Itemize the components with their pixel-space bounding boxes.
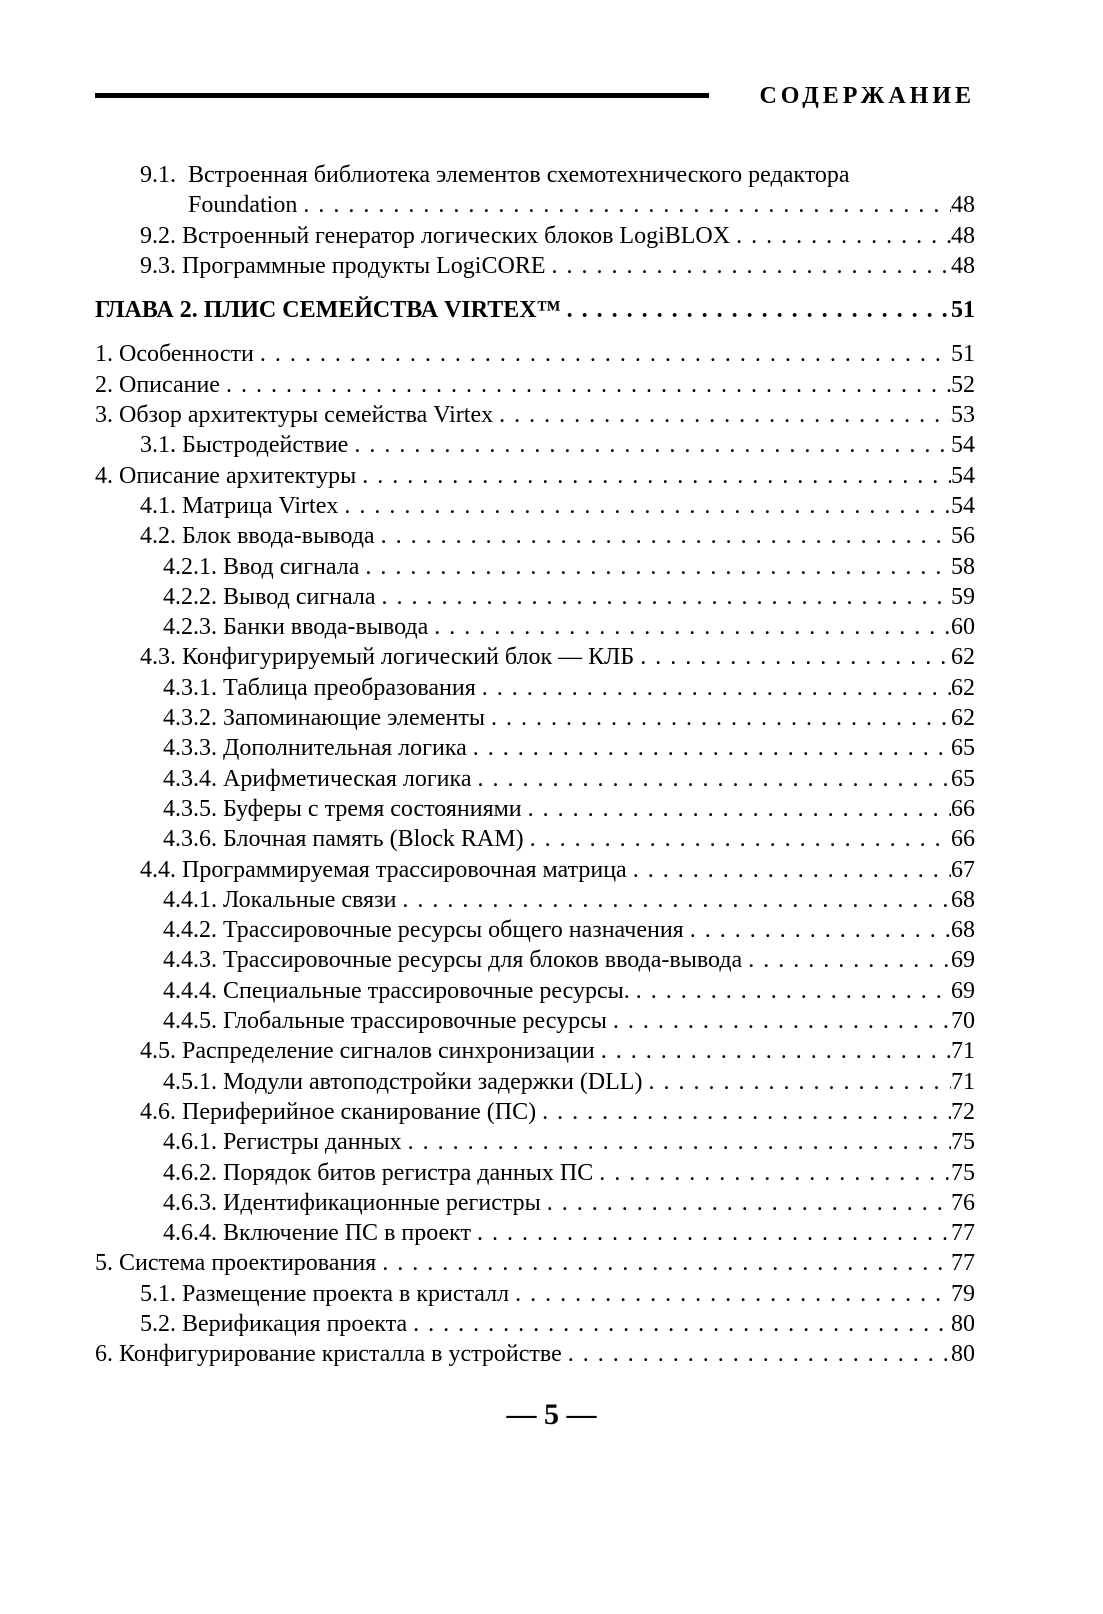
toc-entry-label: 4.2. Блок ввода-вывода [140, 523, 375, 550]
toc-entry-page: 68 [951, 886, 975, 913]
toc-entry[interactable] [95, 642, 975, 672]
toc-entry-page: 72 [951, 1098, 975, 1125]
leader-dots [482, 673, 951, 703]
leader-dots [599, 1158, 951, 1188]
leader-dots [473, 733, 951, 763]
toc-entry[interactable] [95, 430, 975, 460]
toc-entry-page: 54 [951, 492, 975, 519]
toc-entry-page: 53 [951, 402, 975, 429]
toc-entry[interactable] [95, 794, 975, 824]
toc-entry[interactable] [95, 221, 975, 251]
toc-entry-label: 4.3.5. Буферы с тремя состояниями [163, 795, 522, 822]
toc-entry[interactable] [95, 945, 975, 975]
toc-entry-label: 4.3. Конфигурируемый логический блок — КЛБ [140, 644, 635, 671]
toc-entry[interactable] [95, 160, 975, 221]
toc-entry[interactable] [95, 703, 975, 733]
page-number: — 5 — [506, 1398, 597, 1431]
toc-entry-page: 58 [951, 553, 975, 580]
toc-entry-label: 4.4. Программируемая трассировочная матрица [140, 856, 627, 883]
toc-entry[interactable] [95, 764, 975, 794]
leader-dots [690, 915, 951, 945]
leader-dots [547, 1188, 951, 1218]
toc-entry-page: 51 [951, 341, 975, 368]
toc-entry[interactable] [95, 1127, 975, 1157]
toc-entry-label: 4. Описание архитектуры [95, 462, 357, 489]
toc-entry-label: 4.6.3. Идентификационные регистры [163, 1189, 541, 1216]
leader-dots [491, 703, 951, 733]
toc-entry-label: 4.1. Матрица Virtex [140, 492, 339, 519]
toc-entry[interactable] [95, 1188, 975, 1218]
toc-entry-label: 4.5.1. Модули автоподстройки задержки (DLL) [163, 1068, 643, 1095]
toc-entry-page: 77 [951, 1220, 975, 1247]
header-title: СОДЕРЖАНИЕ [759, 83, 975, 109]
toc-entry-label: 4.4.2. Трассировочные ресурсы общего назначения [163, 917, 684, 944]
toc-entry[interactable] [95, 915, 975, 945]
leader-dots [568, 1339, 951, 1369]
toc-entry-label: 3.1. Быстродействие [140, 432, 349, 459]
toc-entry[interactable] [95, 1158, 975, 1188]
leader-dots [434, 612, 951, 642]
toc-entry-label: 1. Особенности [95, 341, 254, 368]
toc-entry[interactable] [95, 1279, 975, 1309]
toc-entry[interactable] [95, 370, 975, 400]
toc-entry-page: 77 [951, 1250, 975, 1277]
toc-entry-page: 75 [951, 1129, 975, 1156]
toc-entry-label: 5.2. Верификация проекта [140, 1310, 408, 1337]
toc-entry-page: 60 [951, 614, 975, 641]
toc-entry-label: 6. Конфигурирование кристалла в устройстве [95, 1341, 562, 1368]
toc-entry-page: 65 [951, 765, 975, 792]
leader-dots [528, 794, 951, 824]
toc-entry-page: 66 [951, 795, 975, 822]
toc-entry-label: 3. Обзор архитектуры семейства Virtex [95, 402, 494, 429]
toc-entry-page: 80 [951, 1310, 975, 1337]
leader-dots [365, 552, 951, 582]
toc-entry-label: 4.4.3. Трассировочные ресурсы для блоков ввода-вывода [163, 947, 743, 974]
leader-dots [402, 885, 951, 915]
toc-entry-page: 67 [951, 856, 975, 883]
toc-entry[interactable] [95, 976, 975, 1006]
toc-entry-label: 4.4.4. Специальные трассировочные ресурсы. [163, 977, 630, 1004]
toc-entry-page: 76 [951, 1189, 975, 1216]
leader-dots [413, 1309, 951, 1339]
toc-entry-page: 54 [951, 432, 975, 459]
toc-entry-page: 65 [951, 735, 975, 762]
toc-entry[interactable] [95, 1218, 975, 1248]
leader-dots [260, 339, 951, 369]
toc-entry-page: 79 [951, 1280, 975, 1307]
toc-entry[interactable] [95, 824, 975, 854]
toc-entry[interactable] [95, 552, 975, 582]
toc-entry-label: 4.3.2. Запоминающие элементы [163, 705, 485, 732]
toc-entry-page: 69 [951, 947, 975, 974]
leader-dots [354, 430, 951, 460]
toc-entry-label: 4.6.2. Порядок битов регистра данных ПС [163, 1159, 594, 1186]
toc-entry-label: 4.4.1. Локальные связи [163, 886, 397, 913]
leader-dots [613, 1006, 951, 1036]
toc-entry[interactable] [95, 521, 975, 551]
leader-dots [362, 461, 951, 491]
leader-dots [648, 1067, 951, 1097]
chapter-title: ГЛАВА 2. ПЛИС СЕМЕЙСТВА VIRTEX™ [95, 297, 561, 324]
leader-dots [542, 1097, 951, 1127]
toc-entry-label: 5. Система проектирования [95, 1250, 377, 1277]
leader-dots [408, 1127, 951, 1157]
toc-entry-label: 5.1. Размещение проекта в кристалл [140, 1280, 510, 1307]
toc-entry-label: 4.6.1. Регистры данных [163, 1129, 402, 1156]
toc-entry-page: 54 [951, 462, 975, 489]
leader-dots [736, 221, 951, 251]
leader-dots [382, 1248, 951, 1278]
toc-entries [95, 339, 975, 1369]
toc-entry[interactable] [95, 1339, 975, 1369]
toc-entry-page: 71 [951, 1068, 975, 1095]
leader-dots [636, 976, 951, 1006]
toc-entry-page: 51 [951, 297, 975, 324]
toc-entry[interactable] [95, 400, 975, 430]
toc-entry-label: 4.5. Распределение сигналов синхронизации [140, 1038, 595, 1065]
toc-entry-label: 4.3.6. Блочная память (Block RAM) [163, 826, 524, 853]
leader-dots [551, 251, 951, 281]
toc-entry[interactable] [95, 491, 975, 521]
toc-entry-label: 9.3. Программные продукты LogiCORE [140, 252, 546, 279]
toc-entry[interactable] [95, 339, 975, 369]
toc-entry[interactable] [95, 1097, 975, 1127]
toc-entry-page: 62 [951, 644, 975, 671]
toc-entry[interactable] [95, 1309, 975, 1339]
toc-entry-page: 70 [951, 1008, 975, 1035]
toc-entry-page: 68 [951, 917, 975, 944]
toc-entry-label: 4.3.4. Арифметическая логика [163, 765, 472, 792]
toc-entry-page: 52 [951, 371, 975, 398]
toc-entry-page: 48 [951, 192, 975, 219]
leader-dots [226, 370, 951, 400]
toc-entry[interactable] [95, 612, 975, 642]
leader-dots [530, 824, 951, 854]
toc-entry-page: 56 [951, 523, 975, 550]
toc-entry-page: 71 [951, 1038, 975, 1065]
toc-entry-page: 69 [951, 977, 975, 1004]
toc-entry[interactable] [95, 673, 975, 703]
leader-dots [640, 642, 951, 672]
toc-entry-number: 9.1. [140, 162, 176, 188]
toc-entry-page: 80 [951, 1341, 975, 1368]
toc-entry-label: 4.2.1. Ввод сигнала [163, 553, 360, 580]
toc-entry[interactable] [95, 855, 975, 885]
toc-entry-label-cont: Foundation [188, 192, 298, 219]
toc-entry[interactable] [95, 1067, 975, 1097]
toc-entry-label: 4.6. Периферийное сканирование (ПС) [140, 1098, 537, 1125]
leader-dots [601, 1036, 951, 1066]
leader-dots [477, 764, 951, 794]
toc-entry-page: 62 [951, 674, 975, 701]
toc-entry-label: 9.2. Встроенный генератор логических блоков LogiBLOX [140, 222, 731, 249]
toc-entry[interactable] [95, 1036, 975, 1066]
toc-entry-label: 4.3.3. Дополнительная логика [163, 735, 467, 762]
toc-entry-page: 59 [951, 583, 975, 610]
leader-dots [477, 1218, 951, 1248]
toc-entry[interactable] [95, 1006, 975, 1036]
toc-entry-page: 48 [951, 252, 975, 279]
toc-entry-label: 4.3.1. Таблица преобразования [163, 674, 476, 701]
leader-dots [567, 295, 951, 325]
leader-dots [515, 1279, 951, 1309]
leader-dots [499, 400, 951, 430]
toc-entry-label: 4.6.4. Включение ПС в проект [163, 1220, 472, 1247]
toc-entry-label: 2. Описание [95, 371, 220, 398]
toc-chapter-heading[interactable] [95, 295, 975, 325]
toc-entry-label: 4.2.2. Вывод сигнала [163, 583, 376, 610]
toc-entry[interactable] [95, 733, 975, 763]
toc-entry-label: 4.4.5. Глобальные трассировочные ресурсы [163, 1008, 607, 1035]
leader-dots [748, 945, 951, 975]
header-rule [95, 93, 709, 98]
leader-dots [344, 491, 951, 521]
leader-dots [303, 190, 951, 220]
toc-entry-label: Встроенная библиотека элементов схемотехнического редактора [188, 162, 850, 188]
toc-entry[interactable] [95, 582, 975, 612]
toc-entry-page: 75 [951, 1159, 975, 1186]
leader-dots [633, 855, 951, 885]
toc-entry[interactable] [95, 885, 975, 915]
running-header [95, 80, 975, 114]
toc-entry-page: 48 [951, 222, 975, 249]
toc-entry-page: 66 [951, 826, 975, 853]
toc-entry[interactable] [95, 251, 975, 281]
toc-entry[interactable] [95, 461, 975, 491]
toc-entry[interactable] [95, 1248, 975, 1278]
table-of-contents [95, 160, 975, 1370]
leader-dots [381, 521, 951, 551]
leader-dots [382, 582, 952, 612]
toc-entry-page: 62 [951, 705, 975, 732]
toc-entry-label: 4.2.3. Банки ввода-вывода [163, 614, 429, 641]
